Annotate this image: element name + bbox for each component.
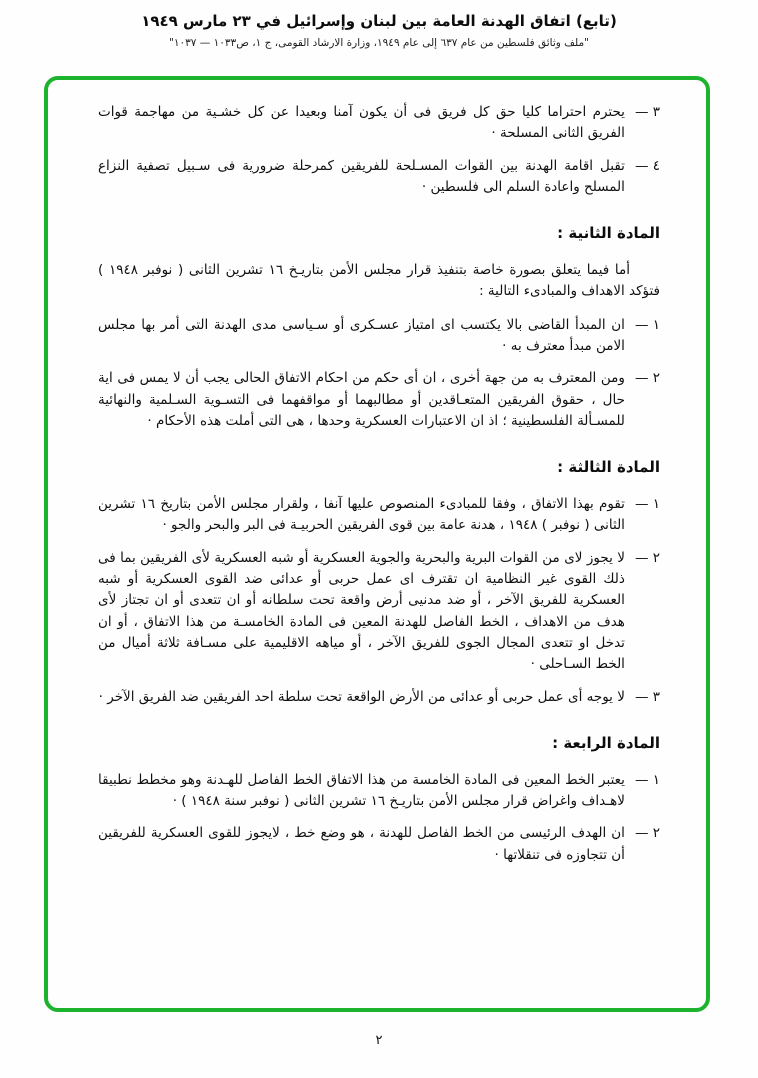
clause-text: تقبل اقامة الهدنة بين القوات المسـلحة للفريقين كمرحلة ضرورية فى سـبيل تصفية النزاع المسلح واعادة السلم الى فلسطين ·: [98, 157, 625, 195]
clause-number: ٤ —: [634, 157, 660, 174]
clause-4-article-1: [98, 156, 660, 199]
clause-text: تقوم بهذا الاتفاق ، وفقا للمبادىء المنصوص عليها آنفا ، ولقرار مجلس الأمن بتاريخ ١٦ تشرين الثانى ( نوفبر ) ١٩٤٨ ، هدنة عامة بين قوى الفريقين الحربيـة فى البر والبحر والجو ·: [98, 495, 625, 534]
clause-text: لا يوجه أى عمل حربى أو عدائى من الأرض الواقعة تحت سلطة احد الفريقين ضد الفريق الآخر ·: [98, 688, 625, 705]
clause-2-article-2: [98, 368, 660, 432]
page-number: ٢: [375, 1033, 383, 1048]
clause-text: ان الهدف الرئيسى من الخط الفاصل للهدنة ، هو وضع خط ، لايجوز للقوى العسكرية للفريقين أن تتجاوزه فى تنقلاتها ·: [98, 825, 625, 863]
article-2-intro-paragraph: أما فيما يتعلق بصورة خاصة بتنفيذ قرار مجلس الأمن بتاريـخ ١٦ تشرين الثانى ( نوفبر ١٩٤٨ ) فتؤكد الاهداف والمبادىء التالية :: [98, 262, 660, 300]
clause-number: ٢ —: [634, 370, 660, 387]
clause-2-article-3: [98, 548, 660, 676]
clause-1-article-4: [98, 770, 660, 813]
clause-number: ١ —: [634, 316, 660, 333]
green-border-frame: [44, 76, 710, 1012]
document-title: (تابع) اتفاق الهدنة العامة بين لبنان وإسرائيل في ٢٣ مارس ١٩٤٩: [141, 12, 617, 30]
clause-number: ١ —: [634, 495, 660, 512]
clause-number: ٣ —: [634, 104, 660, 120]
clause-1-article-3: [98, 494, 660, 537]
document-header: [0, 12, 758, 49]
clause-3-article-1: [98, 102, 660, 145]
clause-text: ان المبدأ القاضى بالا يكتسب اى امتياز عسـكرى أو سـياسى مدى الهدنة التى أمر بها مجلس الامن مبدأ معترف به ·: [98, 316, 625, 354]
document-body: [48, 80, 706, 1008]
article-3-heading: المادة الثالثة :: [557, 458, 660, 477]
clause-3-article-3: [98, 687, 660, 708]
clause-number: ٢ —: [634, 825, 660, 842]
clause-number: ١ —: [634, 771, 660, 788]
article-2-heading: المادة الثانية :: [557, 224, 660, 243]
clause-number: ٣ —: [634, 688, 660, 705]
clause-text: لا يجوز لاى من القوات البرية والبحرية والجوية العسكرية أو شبه العسكرية لأى الفريقين بما فى ذلك القوى غير النظامية ان تقترف اى عمل حربى أو عدائى ضد القوى العسكرية أو شبه العسكرية للفريق الآخر ، أو ضد مدنيى أرض واقعة تحت سلطانه أو ان تتعدى أو ان تجتاز لأى هدف من الاهداف ، الخط الفاصل للهدنة المعين فى المادة الخامسـة من هذا الاتفاق ، أو ان تدخل او تتعدى المجال الجوى للفريق الآخر ، أو مياهه الاقليمية على مسـافة ثلاثة أميال من الخط السـاحلى ·: [98, 549, 625, 673]
clause-text: ومن المعترف به من جهة أخرى ، ان أى حكم من احكام الاتفاق الحالى يجب أن لا يمس فى اية حال ، حقوق الفريقين المتعـاقدين أو مطالبهما أو مواقفهما فى التسـوية السـلمية والنهائية للمسـألة الفلسطينية ؛ اذ ان الاعتبارات العسكرية وحدها ، هى التى أملت هذه الأحكام ·: [98, 370, 625, 429]
clause-1-article-2: [98, 315, 660, 358]
document-source-line: "ملف وثائق فلسطين من عام ٦٣٧ إلى عام ١٩٤٩، وزارة الارشاد القومى، ج ١، ص١٠٣٣ — ١٠٣٧": [169, 37, 589, 49]
clause-text: يحترم احتراما كليا حق كل فريق فى أن يكون آمنا وبعيدا عن كل خشـية من مهاجمة قوات الفريق الثانى المسلحة ·: [98, 104, 625, 142]
clause-text: يعتبر الخط المعين فى المادة الخامسة من هذا الاتفاق الخط الفاصل للهـدنة وهو مخطط نطبيقا لاهـداف واغراض قرار مجلس الأمن بتاريـخ ١٦ تشرين الثانى ( نوفبر سنة ١٩٤٨ ) ·: [98, 771, 625, 809]
article-4-heading: المادة الرابعة :: [552, 733, 660, 752]
clause-2-article-4: [98, 823, 660, 866]
clause-number: ٢ —: [634, 549, 660, 566]
